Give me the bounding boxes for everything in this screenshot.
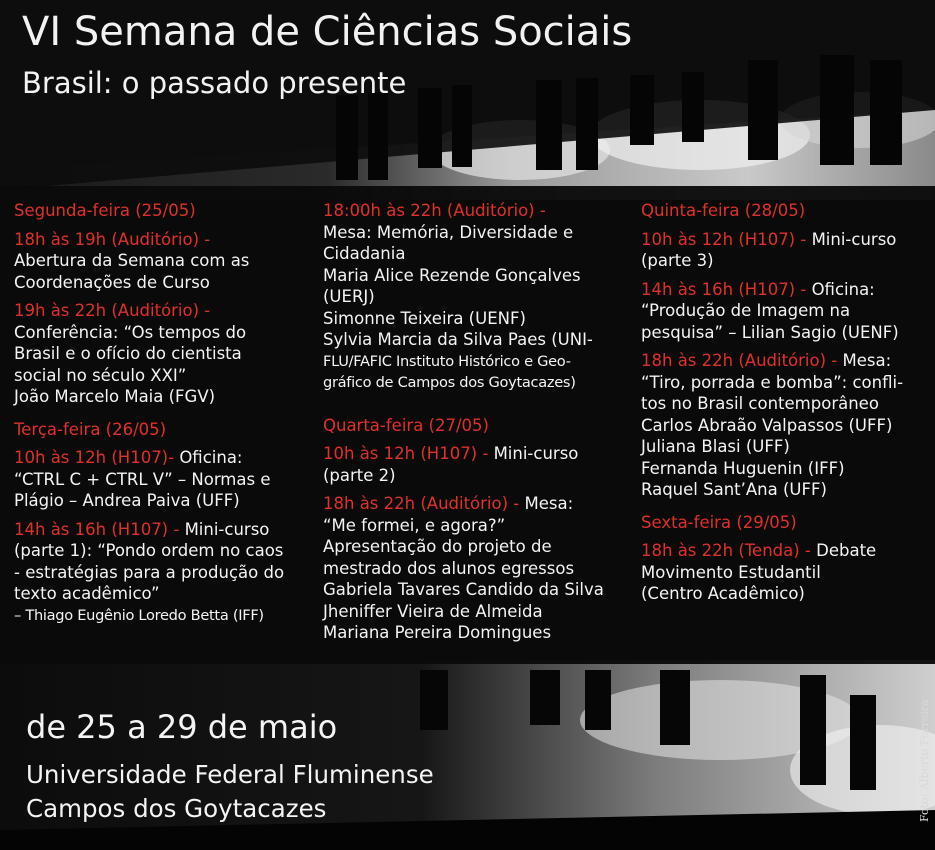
event-text: Apresentação do projeto de — [323, 537, 552, 556]
city-name: Campos dos Goytacazes — [26, 794, 327, 823]
event-text: mestrado dos alunos egressos — [323, 558, 575, 578]
event-text: João Marcelo Maia (FGV) — [14, 387, 216, 406]
day-heading-monday: Segunda-feira (25/05) — [14, 201, 196, 220]
day-heading-friday: Sexta-feira (29/05) — [641, 512, 797, 532]
event-text: tos no Brasil contemporâneo — [641, 394, 879, 413]
event-text: (parte 2) — [323, 465, 396, 485]
event-text: (parte 1): “Pondo ordem no caos — [14, 541, 284, 560]
schedule-item — [641, 350, 931, 501]
event-text: Carlos Abraão Valpassos (UFF) — [641, 415, 893, 435]
day-heading-tuesday: Terça-feira (26/05) — [14, 419, 167, 439]
event-text: Jheniffer Vieira de Almeida — [323, 601, 543, 621]
event-text: “CTRL C + CTRL V” – Normas e — [14, 469, 271, 489]
event-text: Brasil e o ofício do cientista — [14, 344, 242, 363]
event-text: Conferência: “Os tempos do — [14, 322, 247, 342]
photo-credit: Foto: Alberto Ferreira — [918, 699, 931, 822]
schedule-item — [323, 200, 628, 394]
event-text: Juliana Blasi (UFF) — [641, 437, 790, 456]
event-text: Maria Alice Rezende Gonçalves — [323, 265, 581, 285]
event-text: Mesa: — [519, 494, 574, 513]
poster-title: VI Semana de Ciências Sociais — [22, 9, 633, 55]
schedule-item — [14, 447, 306, 512]
time-slot: 10h às 12h (H107)- — [14, 448, 175, 467]
schedule-item — [641, 279, 931, 344]
schedule-item — [14, 300, 306, 408]
schedule-item — [14, 519, 306, 627]
day-heading-thursday: Quinta-feira (28/05) — [641, 201, 806, 220]
event-text: (UERJ) — [323, 287, 375, 306]
time-slot: 18:00h às 22h (Auditório) - — [323, 201, 546, 220]
event-text: Coordenações de Curso — [14, 272, 210, 292]
time-slot: 10h às 12h (H107) - — [641, 229, 807, 249]
event-text: Oficina: — [806, 279, 875, 299]
event-text: Sylvia Marcia da Silva Paes (UNI- — [323, 330, 593, 349]
event-venue — [26, 758, 434, 826]
time-slot: 19h às 22h (Auditório) - — [14, 301, 211, 320]
schedule-column-3 — [641, 200, 931, 612]
event-text: Plágio – Andrea Paiva (UFF) — [14, 491, 240, 510]
institution-name: Universidade Federal Fluminense — [26, 760, 434, 789]
time-slot: 18h às 22h (Tenda) - — [641, 541, 811, 560]
event-text: Raquel Sant’Ana (UFF) — [641, 480, 827, 499]
schedule-item — [323, 443, 628, 486]
event-text: Cidadania — [323, 244, 406, 263]
time-slot: 18h às 22h (Auditório) - — [641, 351, 838, 370]
schedule-column-2 — [323, 200, 628, 651]
event-text: “Tiro, porrada e bomba”: confli- — [641, 372, 904, 392]
event-text: texto acadêmico” — [14, 584, 160, 603]
event-text: “Produção de Imagem na — [641, 301, 851, 320]
day-heading-wednesday: Quarta-feira (27/05) — [323, 415, 489, 435]
event-text: Oficina: — [174, 448, 243, 467]
time-slot: 14h às 16h (H107) - — [14, 519, 180, 539]
event-text: Mesa: Memória, Diversidade e — [323, 222, 574, 242]
event-text: Mini-curso — [806, 229, 897, 249]
event-text: FLU/FAFIC Instituto Histórico e Geo- — [323, 352, 571, 370]
schedule-column-1 — [14, 200, 306, 633]
event-text: gráfico de Campos dos Goytacazes) — [323, 374, 576, 391]
time-slot: 18h às 19h (Auditório) - — [14, 229, 211, 249]
event-text: (Centro Acadêmico) — [641, 584, 805, 603]
event-text: Movimento Estudantil — [641, 562, 821, 582]
event-text: “Me formei, e agora?” — [323, 515, 506, 535]
time-slot: 18h às 22h (Auditório) - — [323, 494, 520, 513]
event-text: Mini-curso — [179, 519, 270, 539]
event-dates: de 25 a 29 de maio — [26, 708, 338, 746]
poster-subtitle: Brasil: o passado presente — [22, 66, 407, 100]
event-text: Simonne Teixeira (UENF) — [323, 308, 526, 328]
event-text: - estratégias para a produção do — [14, 562, 285, 582]
event-text: Fernanda Huguenin (IFF) — [641, 458, 845, 478]
event-text: Mariana Pereira Domingues — [323, 623, 552, 642]
event-text: social no século XXI” — [14, 365, 187, 385]
event-text: Gabriela Tavares Candido da Silva — [323, 580, 604, 599]
event-text: Debate — [810, 541, 877, 560]
schedule-item — [641, 540, 931, 605]
time-slot: 10h às 12h (H107) - — [323, 444, 489, 463]
event-text: – Thiago Eugênio Loredo Betta (IFF) — [14, 606, 264, 624]
schedule-item — [641, 229, 931, 272]
schedule-item — [323, 493, 628, 644]
time-slot: 14h às 16h (H107) - — [641, 279, 807, 299]
event-text: Abertura da Semana com as — [14, 251, 250, 270]
event-text: Mini-curso — [488, 444, 579, 463]
schedule-item — [14, 229, 306, 294]
event-text: Mesa: — [837, 351, 892, 370]
event-text: pesquisa” – Lilian Sagio (UENF) — [641, 322, 899, 342]
event-text: (parte 3) — [641, 251, 714, 270]
